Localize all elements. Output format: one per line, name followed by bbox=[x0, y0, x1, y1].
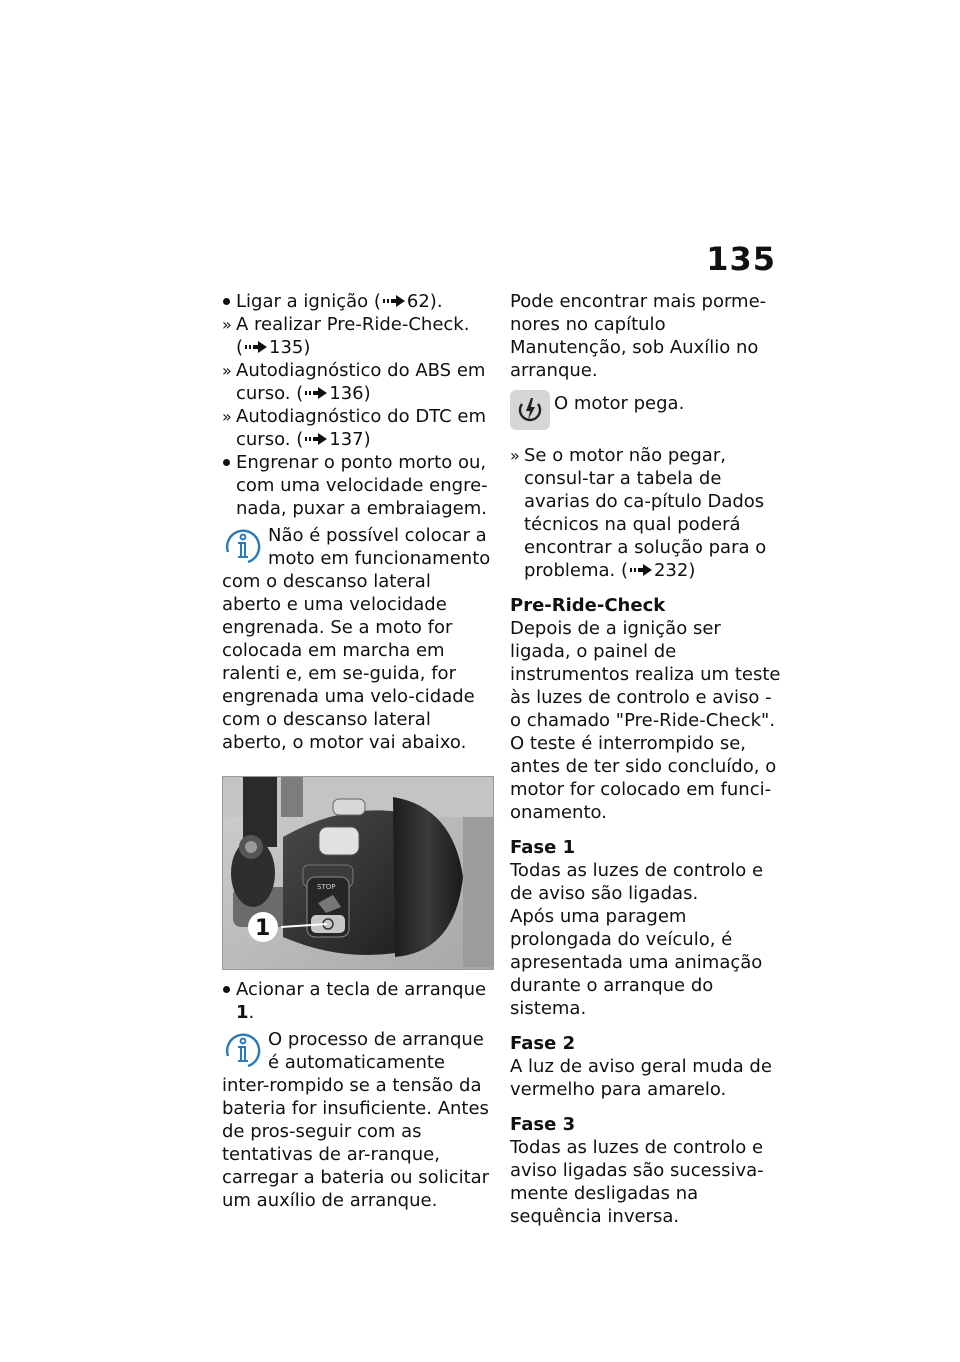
result-dtc-selftest: » Autodiagnóstico do DTC em curso. ( 137) bbox=[222, 405, 494, 451]
section-title: Pre-Ride-Check bbox=[510, 595, 666, 616]
right-column bbox=[510, 290, 786, 1228]
left-column bbox=[222, 290, 494, 1212]
phase-2-body: A luz de aviso geral muda de vermelho para amarelo. bbox=[510, 1056, 772, 1100]
page-reference-arrow-icon bbox=[305, 433, 327, 445]
note-text: O processo de arranque é automaticamente inter-rompido se a tensão da bateria for insuficiente. Antes de pros-seguir com as tentativas de ar-ranque, carregar a bateria ou solicitar um auxílio de arranque. bbox=[222, 1029, 490, 1211]
result-engine-not-starting: » Se o motor não pegar, consul-tar a tabela de avarias do ca-pítulo Dados técnicos na qual poderá encontrar a solução para o problema. ( 232) bbox=[510, 444, 786, 582]
result-pre-ride-check: » A realizar Pre-Ride-Check. ( 135) bbox=[222, 313, 494, 359]
page-reference[interactable]: 137 bbox=[303, 429, 363, 450]
phase-3-title: Fase 3 bbox=[510, 1114, 576, 1135]
page-reference-arrow-icon bbox=[305, 387, 327, 399]
section-body: Depois de a ignição ser ligada, o painel de instrumentos realiza um teste às luzes de controlo e aviso - o chamado "Pre-Ride-Check". O teste é interrompido se, antes de ter sido concluído, o motor for colocado em funci-onamento. bbox=[510, 618, 781, 823]
page-reference[interactable]: 136 bbox=[303, 383, 363, 404]
info-icon bbox=[222, 526, 262, 566]
page-reference-arrow-icon bbox=[383, 295, 405, 307]
intro-paragraph: Pode encontrar mais porme-nores no capítulo Manutenção, sob Auxílio no arranque. bbox=[510, 291, 767, 381]
engine-start-icon bbox=[510, 390, 550, 430]
page-reference-arrow-icon bbox=[630, 564, 652, 576]
callout-1: 1 bbox=[255, 916, 271, 941]
step-neutral-or-clutch: Engrenar o ponto morto ou, com uma velocidade engre-nada, puxar a embraiagem. bbox=[222, 451, 494, 520]
note-text: Não é possível colocar a moto em funcionamento com o descanso lateral aberto e uma velocidade engrenada. Se a moto for colocada em marcha em ralenti e, em se-guida, for engrenada uma velo-cidade com o descanso lateral aberto, o motor vai abaixo. bbox=[222, 525, 491, 753]
note-side-stand bbox=[222, 524, 494, 754]
page-reference-arrow-icon bbox=[245, 341, 267, 353]
handlebar-switch-illustration bbox=[223, 777, 494, 970]
page-reference[interactable]: 135 bbox=[243, 337, 303, 358]
page-reference[interactable]: 232 bbox=[628, 560, 688, 581]
step-ignition: Ligar a ignição ( 62). bbox=[222, 290, 494, 313]
phase-1-body: Todas as luzes de controlo e de aviso são ligadas. bbox=[510, 860, 764, 904]
page-reference[interactable]: 62 bbox=[381, 291, 430, 312]
result-abs-selftest: » Autodiagnóstico do ABS em curso. ( 136) bbox=[222, 359, 494, 405]
note-battery bbox=[222, 1028, 494, 1212]
engine-starts-result: O motor pega. bbox=[510, 392, 786, 436]
phase-3-body: Todas as luzes de controlo e aviso ligadas são sucessiva-mente desligadas na sequência inversa. bbox=[510, 1137, 764, 1227]
page-number: 135 bbox=[706, 240, 776, 278]
phase-2-title: Fase 2 bbox=[510, 1033, 576, 1054]
svg-text:STOP: STOP bbox=[317, 883, 336, 891]
phase-1-title: Fase 1 bbox=[510, 837, 576, 858]
phase-1-body-2: Após uma paragem prolongada do veículo, é apresentada uma animação durante o arranque do sistema. bbox=[510, 906, 763, 1019]
info-icon bbox=[222, 1030, 262, 1070]
start-button-photo bbox=[222, 776, 494, 970]
step-press-start: Acionar a tecla de arranque 1. bbox=[222, 978, 494, 1024]
